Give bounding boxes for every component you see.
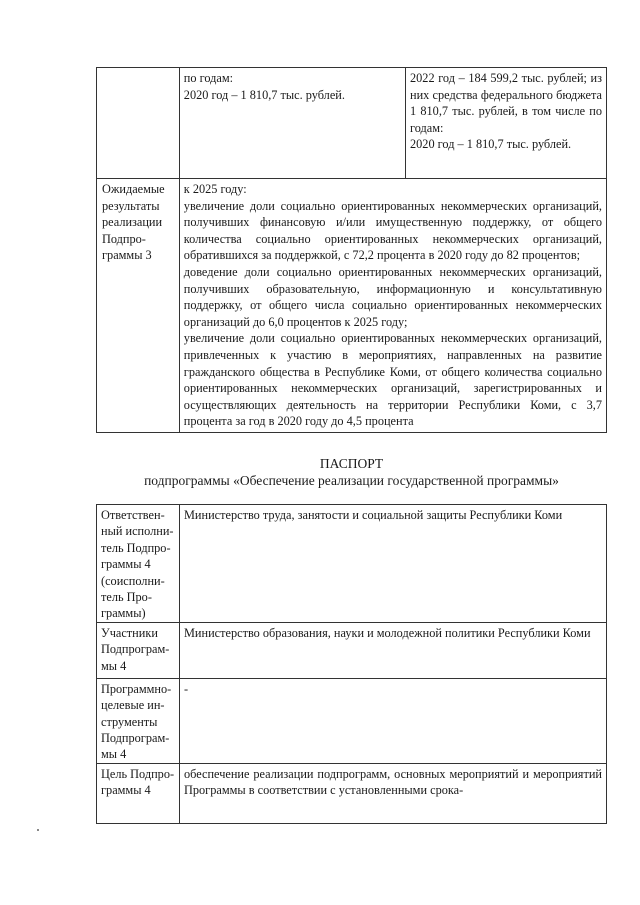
budget-and-results-table bbox=[96, 67, 607, 433]
row-label: Участники Подпрограм-мы 4 bbox=[97, 622, 180, 678]
paragraph: к 2025 году: bbox=[183, 182, 247, 196]
expected-results-cell bbox=[179, 179, 606, 433]
passport-table bbox=[96, 504, 607, 824]
paragraph: увеличение доли социально ориентированных некоммерческих организаций, получивших финансовую и/или имущественную поддержку, от общего количества социально ориентированных некоммерческих организаций, обратившихся за поддержкой, с 72,2 процента в 2020 году до 82 процентов; bbox=[183, 198, 602, 263]
paragraph: увеличение доли социально ориентированных некоммерческих организаций, привлеченных к участию в мероприятиях, направленных на развитие гражданского общества в Республике Коми, от общего количества социально ориентированных некоммерческих организаций, зарегистрированных и осуществляющих деятельность на территории Республики Коми, с 3,7 процента за год в 2020 году до 4,5 процента bbox=[183, 331, 602, 429]
passport-subtitle: подпрограммы «Обеспечение реализации государственной программы» bbox=[144, 473, 559, 488]
cell-line: по годам: bbox=[183, 71, 234, 85]
table-row bbox=[97, 622, 607, 678]
cell-line: 2020 год – 1 810,7 тыс. рублей. bbox=[183, 87, 345, 102]
table-row bbox=[97, 179, 607, 433]
table-row bbox=[97, 505, 607, 623]
table-cell-empty bbox=[97, 68, 180, 179]
table-row bbox=[97, 678, 607, 763]
table-row bbox=[97, 68, 607, 179]
row-value: обеспечение реализации подпрограмм, основных мероприятий и мероприятий Программы в соответствии с установленными срока- bbox=[180, 763, 607, 823]
cell-line: 2020 год – 1 810,7 тыс. рублей. bbox=[410, 137, 572, 152]
row-label: Программно-целевые ин-струменты Подпрограм-мы 4 bbox=[97, 678, 180, 763]
table-cell bbox=[406, 68, 607, 179]
scan-speck bbox=[37, 829, 39, 831]
table-cell bbox=[179, 68, 405, 179]
row-label: Ожидаемые результаты реализации Подпро-граммы 3 bbox=[97, 179, 180, 433]
table-row bbox=[97, 763, 607, 823]
row-value: - bbox=[180, 678, 607, 763]
passport-title: ПАСПОРТ bbox=[319, 456, 384, 471]
row-label: Ответствен-ный исполни-тель Подпро-граммы 4 (соисполни-тель Про-граммы) bbox=[97, 505, 180, 623]
row-value: Министерство образования, науки и молодежной политики Республики Коми bbox=[180, 622, 607, 678]
cell-line: 2022 год – 184 599,2 тыс. рублей; из них средства федерального бюджета 1 810,7 тыс. рублей, в том числе по годам: bbox=[410, 71, 602, 135]
row-label: Цель Подпро-граммы 4 bbox=[97, 763, 180, 823]
row-value: Министерство труда, занятости и социальной защиты Республики Коми bbox=[180, 505, 607, 623]
paragraph: доведение доли социально ориентированных некоммерческих организаций, получивших образовательную, информационную и консультативную поддержку, от общего числа социально ориентированных некоммерческих организаций до 6,0 процентов к 2025 году; bbox=[183, 264, 602, 329]
